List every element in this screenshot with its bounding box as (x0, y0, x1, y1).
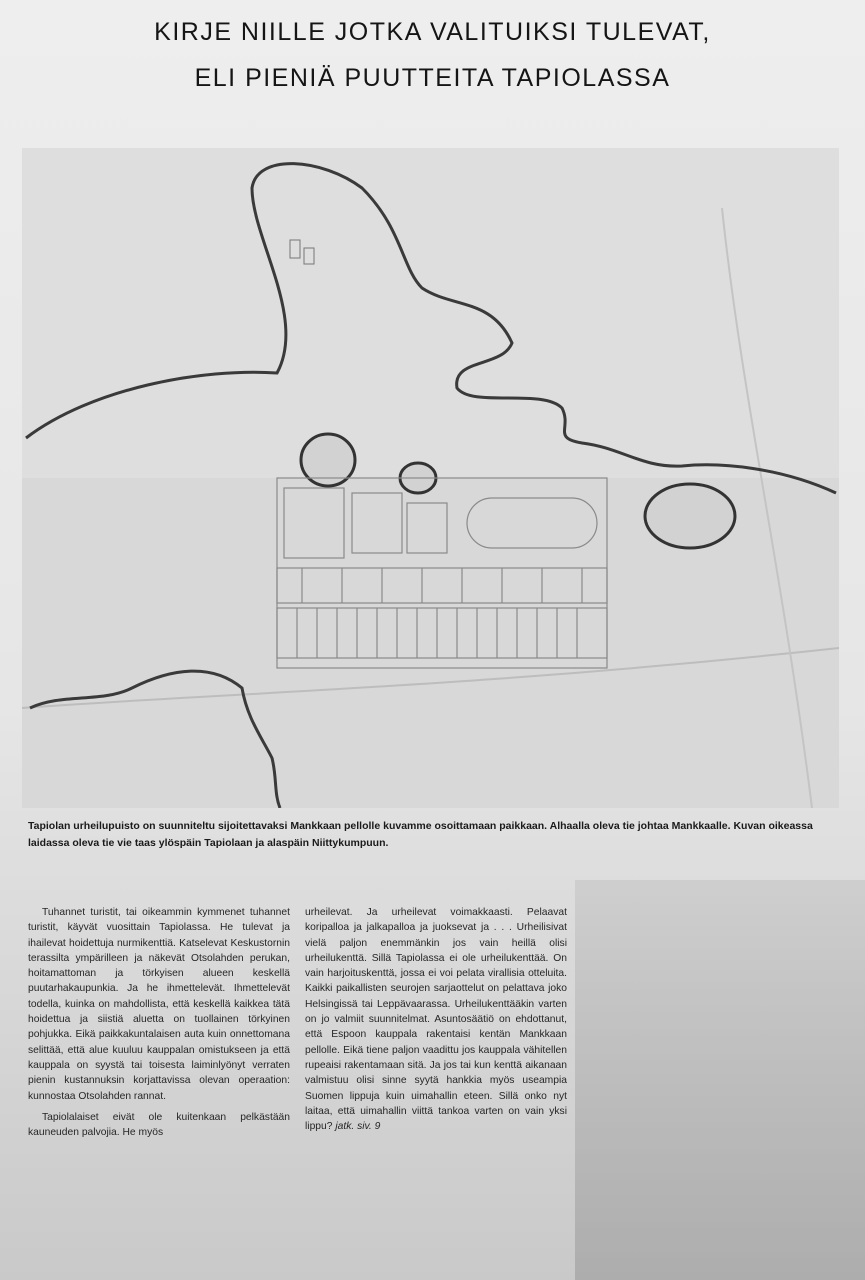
paragraph: Tuhannet turistit, tai oikeammin kymmenet tuhannet turistit, käyvät vuosittain Tapiolassa. He tulevat ja ihailevat hoidettuja nurmikenttiä. Katselevat Keskustornin terassilta ympärilleen ja näkevät Otsolahden perukan, hoitamattoman ja törkyisen alueen keskellä puutarhakaupunkia. Ja he ihmettelevät. Ihmettelevät todella, kuinka on mahdollista, että keskellä kaikkea tätä hoidettua ja siistiä aluetta on tuollainen törkyinen pohjukka. Eikä paikkakuntalaisen auta kuin onnettomana selittää, että alue kuuluu kauppalan omistukseen ja että kauppala on syystä tai toisesta laiminlyönyt verraten pienin kustannuksin korjattavissa olevan operaation: kunnostaa Otsolahden rannat. (28, 907, 290, 1102)
paragraph-text: urheilevat. Ja urheilevat voimakkaasti. Pelaavat koripalloa ja jalkapalloa ja juoksevat ja . . . Urheilisivat vielä paljon enemmänkin jos vain heillä olisi urheilukenttä. Sillä Tapiolassa ei ole urheilukenttää. On vain harjoituskenttä, jossa ei voi pelata virallisia otteluita. Kaikki paikallisten seurojen sarjaottelut on pelattava joko Helsingissä tai Leppävaarassa. Urheilukenttääkin varten on jo valmiit suunnitelmat. Asuntosäätiö on ehdottanut, että Espoon kauppala rakentaisi kentän Mankkaan pellolle. Eikä tiene paljon vaadittu jos kauppala vähitellen rupeaisi rakentamaan sitä. Ja jos tai kun kenttä aikanaan valmistuu olisi sinne syytä hankkia myös useampia Suomen lippuja kuin uimahallin eteen. Sillä onko nyt laitaa, että uimahallin viittä tankoa varten on vain yksi lippu? (305, 907, 567, 1133)
article-column-1 (28, 905, 290, 1146)
pond-right (645, 484, 735, 548)
article-title-line-2: ELI PIENIÄ PUUTTEITA TAPIOLASSA (194, 64, 671, 92)
article-title-line-1: KIRJE NIILLE JOTKA VALITUIKSI TULEVAT, (154, 18, 711, 46)
site-plan-map (22, 148, 839, 808)
paragraph (305, 905, 567, 1134)
figure-caption: Tapiolan urheilupuisto on suunniteltu sijoitettavaksi Mankkaan pellolle kuvamme osoittamaan paikkaan. Alhaalla oleva tie johtaa Mankkaalle. Kuvan oikeassa laidassa oleva tie vie taas ylöspäin Tapiolaan ja alaspäin Niittykumpuun. (28, 820, 813, 849)
continuation-note: jatk. siv. 9 (335, 1121, 381, 1133)
paragraph: Tapiolalaiset eivät ole kuitenkaan pelkästään kauneuden palvojia. He myös (28, 1111, 290, 1139)
site-plan-drawing (22, 148, 839, 808)
article-column-2 (305, 905, 567, 1140)
page-shadow (575, 880, 865, 1280)
